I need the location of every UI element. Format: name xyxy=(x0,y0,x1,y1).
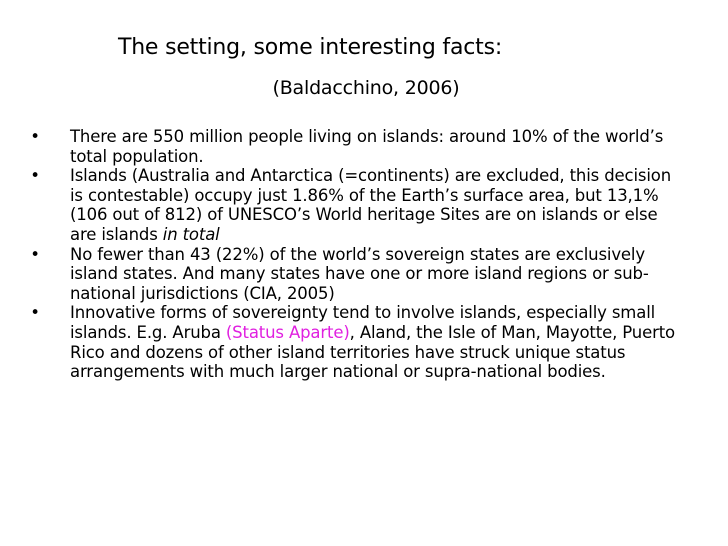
bullet-item-population xyxy=(28,127,676,166)
slide-subtitle: (Baldacchino, 2006) xyxy=(272,77,460,99)
slide-title: The setting, some interesting facts: xyxy=(117,35,503,60)
status-aparte-highlight: (Status Aparte) xyxy=(225,322,350,342)
bullet-text: , Aland, the Isle of Man, Mayotte, Puerto Rico and dozens of other island territories have struck unique status arrangements with much larger national or supra-national bodies. xyxy=(70,322,675,382)
bullet-text: No fewer than 43 (22%) of the world’s sovereign states are exclusively island states. And many states have one or more island regions or sub-national jurisdictions (CIA, 2005) xyxy=(70,244,649,303)
bullet-text: Innovative forms of sovereignty tend to involve islands, especially small islands. E.g. Aruba xyxy=(70,303,656,342)
bullet-italic-text: in total xyxy=(162,224,220,244)
bullet-text: Islands (Australia and Antarctica (=continents) are excluded, this decision is contestable) occupy just 1.86% of the Earth’s surface area, but 13,1% (106 out of 812) of UNESCO’s World heritage Sites are on islands or else are islands xyxy=(70,166,672,244)
bullet-dot-icon: • xyxy=(30,244,40,264)
bullet-item-surface-area xyxy=(28,166,676,244)
bullet-dot-icon: • xyxy=(30,127,40,146)
bullet-dot-icon: • xyxy=(30,166,40,186)
bullet-item-sovereignty-forms xyxy=(28,303,676,381)
bullet-text: There are 550 million people living on islands: around 10% of the world’s total population. xyxy=(70,127,664,166)
bullet-dot-icon: • xyxy=(30,303,40,323)
bullet-list xyxy=(28,127,676,382)
bullet-item-sovereign-states xyxy=(28,245,676,304)
